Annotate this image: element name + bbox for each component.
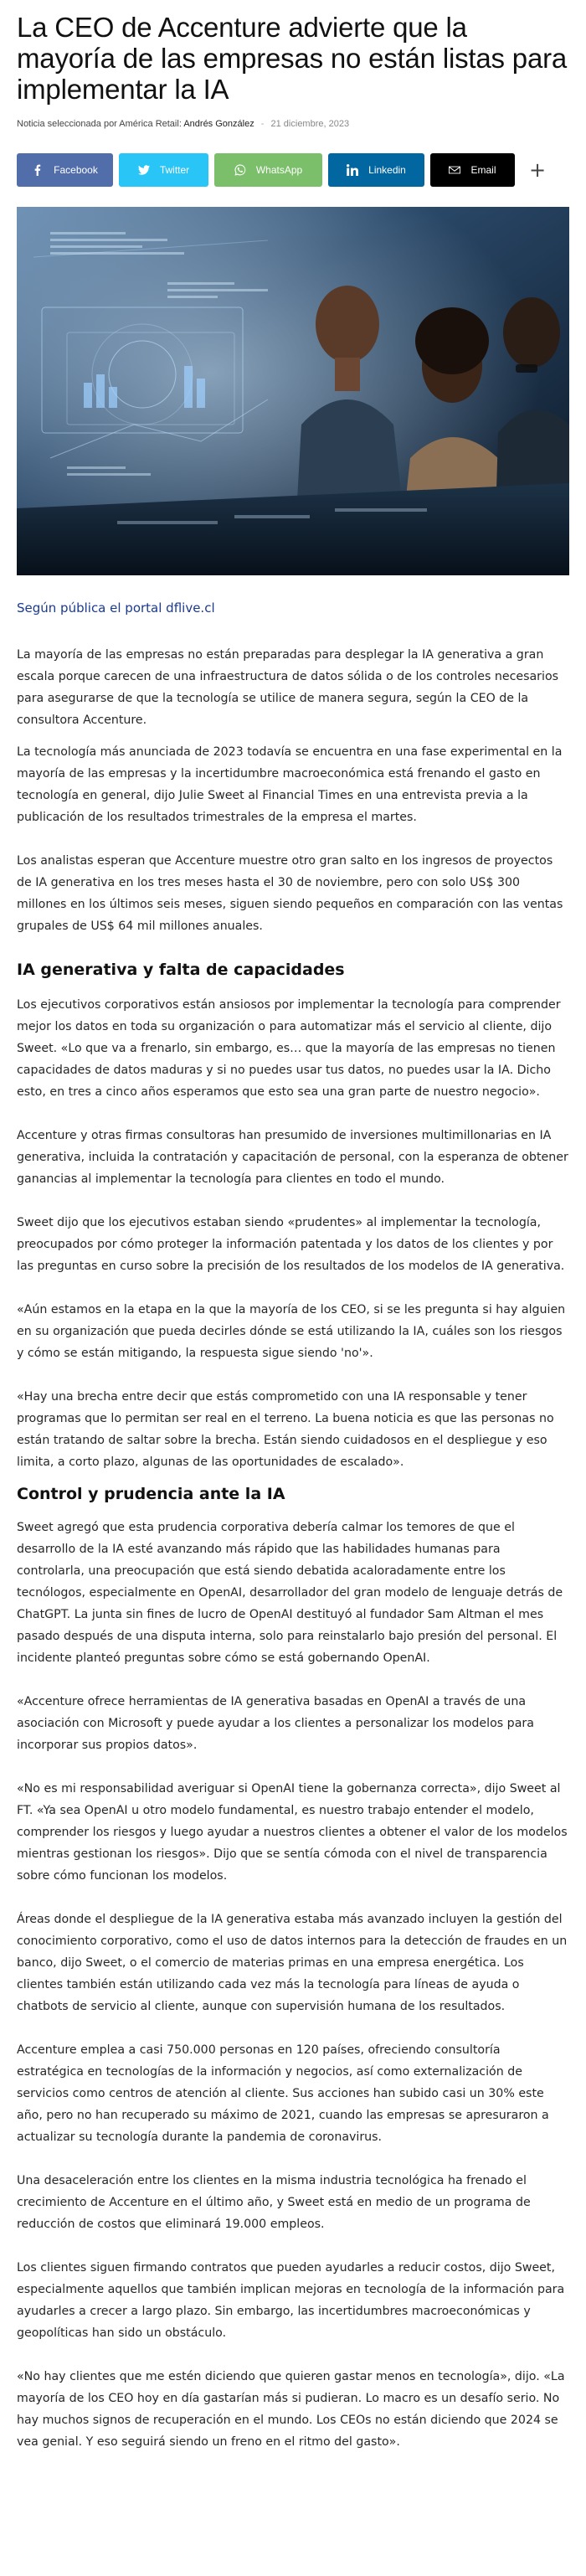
article-paragraph: Los clientes siguen firmando contratos que pueden ayudarles a reducir costos, dijo Sweet, especialmente aquellos que también implican mejoras en tecnología de la información para ayudarles a crecer a largo plazo. Sin embargo, las incertidumbres macroeconómicas y geopolíticas han sido un obstáculo.: [17, 2261, 565, 2340]
share-facebook-button[interactable]: [17, 153, 113, 187]
source-link[interactable]: Según pública el portal dflive.cl: [17, 600, 215, 616]
article-paragraph: «Hay una brecha entre decir que estás comprometido con una IA responsable y tener programas que lo permitan ser real en el terreno. La buena noticia es que las personas no están tratando de saltar sobre la brecha. Están siendo cuidadosos en el despliegue y eso limita, a corto plazo, algunas de las oportunidades de escalado».: [17, 1390, 554, 1469]
publish-date: 21 diciembre, 2023: [270, 119, 350, 129]
section-heading: Control y prudencia ante la IA: [17, 1485, 285, 1503]
hero-illustration: [17, 207, 569, 575]
article-paragraph: Áreas donde el despliegue de la IA generativa estaba más avanzado incluyen la gestión del conocimiento corporativo, como el uso de datos internos para la detección de fraudes en un banco, dijo Sweet, o el comercio de materias primas en una empresa energética. Los clientes también están utilizando cada vez más la tecnología para líneas de ayuda o chatbots de servicio al cliente, aunque con supervisión humana de los resultados.: [17, 1913, 568, 2013]
envelope-icon: [449, 164, 460, 176]
article-paragraph: «Aún estamos en la etapa en la que la mayoría de los CEO, si se les pregunta si hay alguien en su organización que pueda decirles dónde se está utilizando la IA, cuáles son los riesgos y cómo se están mitigando, la respuesta sigue siendo 'no'».: [17, 1303, 566, 1360]
article-meta: [17, 118, 569, 130]
share-twitter-label: Twitter: [159, 164, 190, 176]
article-paragraph: «No es mi responsabilidad averiguar si OpenAI tiene la gobernanza correcta», dijo Sweet al FT. «Ya sea OpenAI u otro modelo fundamental, es nuestro trabajo entender el modelo, comprender los riesgos y luego ayudar a nuestros clientes a obtener el valor de los modelos mientras gestionan los riesgos». Dijo que se sentía cómoda con el nivel de transparencia sobre cómo funcionan los modelos.: [17, 1782, 568, 1883]
author-link[interactable]: Andrés González: [183, 119, 254, 129]
share-email-button[interactable]: [430, 153, 515, 187]
article-paragraph: Sweet dijo que los ejecutivos estaban siendo «prudentes» al implementar la tecnología, preocupados por cómo proteger la información patentada y los datos de los clientes y por las preguntas en curso sobre la precisión de los resultados de los modelos de IA generativa.: [17, 1216, 565, 1273]
linkedin-icon: [347, 164, 358, 176]
article-paragraph: Accenture emplea a casi 750.000 personas en 120 países, ofreciendo consultoría estratégica en tecnologías de la información y negocios, así como externalización de servicios como centros de atención al cliente. Sus acciones han subido casi un 30% este año, pero no han recuperado su máximo de 2021, cuando las empresas se apresuraron a actualizar su tecnología durante la pandemia de coronavirus.: [17, 2043, 549, 2144]
article-paragraph: «Accenture ofrece herramientas de IA generativa basadas en OpenAI a través de una asociación con Microsoft y puede ayudar a los clientes a personalizar los modelos para incorporar sus propios datos».: [17, 1695, 534, 1752]
article-title: La CEO de Accenture advierte que la mayoría de las empresas no están listas para implementar la IA: [17, 12, 568, 105]
share-whatsapp-button[interactable]: [214, 153, 322, 187]
article-paragraph: Sweet agregó que esta prudencia corporativa debería calmar los temores de que el desarrollo de la IA esté avanzando más rápido que las habilidades humanas para controlarla, una preocupación que está siendo debatida acaloradamente entre los tecnólogos, especialmente en OpenAI, desarrollador del gran modelo de lenguaje detrás de ChatGPT. La junta sin fines de lucro de OpenAI destituyó al fundador Sam Altman el mes pasado después de una disputa interna, solo para reinstalarlo bajo presión del personal. El incidente planteó preguntas sobre cómo se está gobernando OpenAI.: [17, 1521, 563, 1665]
meta-prefix: Noticia seleccionada por América Retail:: [17, 119, 182, 129]
share-bar: [17, 153, 569, 187]
whatsapp-icon: [234, 164, 246, 176]
article-paragraph: Una desaceleración entre los clientes en la misma industria tecnológica ha frenado el crecimiento de Accenture en el último año, y Sweet está en medio de un programa de reducción de costos que eliminará 19.000 empleos.: [17, 2174, 531, 2231]
share-whatsapp-label: WhatsApp: [255, 164, 303, 176]
share-linkedin-label: Linkedin: [368, 164, 406, 176]
share-facebook-label: Facebook: [54, 164, 98, 176]
article-paragraph: Los ejecutivos corporativos están ansiosos por implementar la tecnología para comprender mejor los datos en toda su organización o para automatizar más el servicio al cliente, dijo Sweet. «Lo que va a frenarlo, sin embargo, es… que la mayoría de las empresas no tienen capacidades de datos maduras y si no puedes usar tus datos, no puedes usar la IA. Dicho esto, en tres a cinco años esperamos que esto sea una gran parte de nuestro negocio».: [17, 998, 561, 1099]
article-paragraph: La tecnología más anunciada de 2023 todavía se encuentra en una fase experimental en la mayoría de las empresas y la incertidumbre macroeconómica está frenando el gasto en tecnología en general, dijo Julie Sweet al Financial Times en una entrevista previa a la publicación de los resultados trimestrales de la empresa el martes.: [17, 745, 563, 824]
article-paragraph: La mayoría de las empresas no están preparadas para desplegar la IA generativa a gran escala porque carecen de una infraestructura de datos sólida o de los controles necesarios para asegurarse de que la tecnología se utilice de manera segura, según la CEO de la consultora Accenture.: [17, 648, 559, 727]
article-paragraph: «No hay clientes que me estén diciendo que quieren gastar menos en tecnología», dijo. «La mayoría de los CEO hoy en día gastarían más si pudieran. Lo macro es un desafío serio. No hay muchos signos de recuperación en el mundo. Los CEOs no están diciendo que 2024 se vea genial. Y eso seguirá siendo un freno en el ritmo del gasto».: [17, 2370, 565, 2449]
share-email-label: Email: [470, 164, 496, 176]
section-heading: IA generativa y falta de capacidades: [17, 961, 345, 979]
twitter-icon: [138, 164, 150, 176]
share-linkedin-button[interactable]: [328, 153, 424, 187]
meta-separator: -: [260, 119, 265, 129]
share-twitter-button[interactable]: [119, 153, 208, 187]
hero-image: [17, 207, 569, 575]
share-more-button[interactable]: +: [528, 158, 547, 182]
article-body: [17, 644, 569, 2453]
article-paragraph: Los analistas esperan que Accenture muestre otro gran salto en los ingresos de proyectos de IA generativa en los tres meses hasta el 30 de noviembre, pero con solo US$ 300 millones en los últimos seis meses, siguen siendo pequeños en comparación con las ventas grupales de US$ 64 mil millones anuales.: [17, 854, 563, 933]
article-page: [0, 12, 586, 2453]
facebook-icon: [32, 164, 44, 176]
article-paragraph: Accenture y otras firmas consultoras han presumido de inversiones multimillonarias en IA generativa, incluida la contratación y capacitación de personal, con la esperanza de obtener ganancias al implementar la tecnología para clientes en todo el mundo.: [17, 1129, 568, 1186]
